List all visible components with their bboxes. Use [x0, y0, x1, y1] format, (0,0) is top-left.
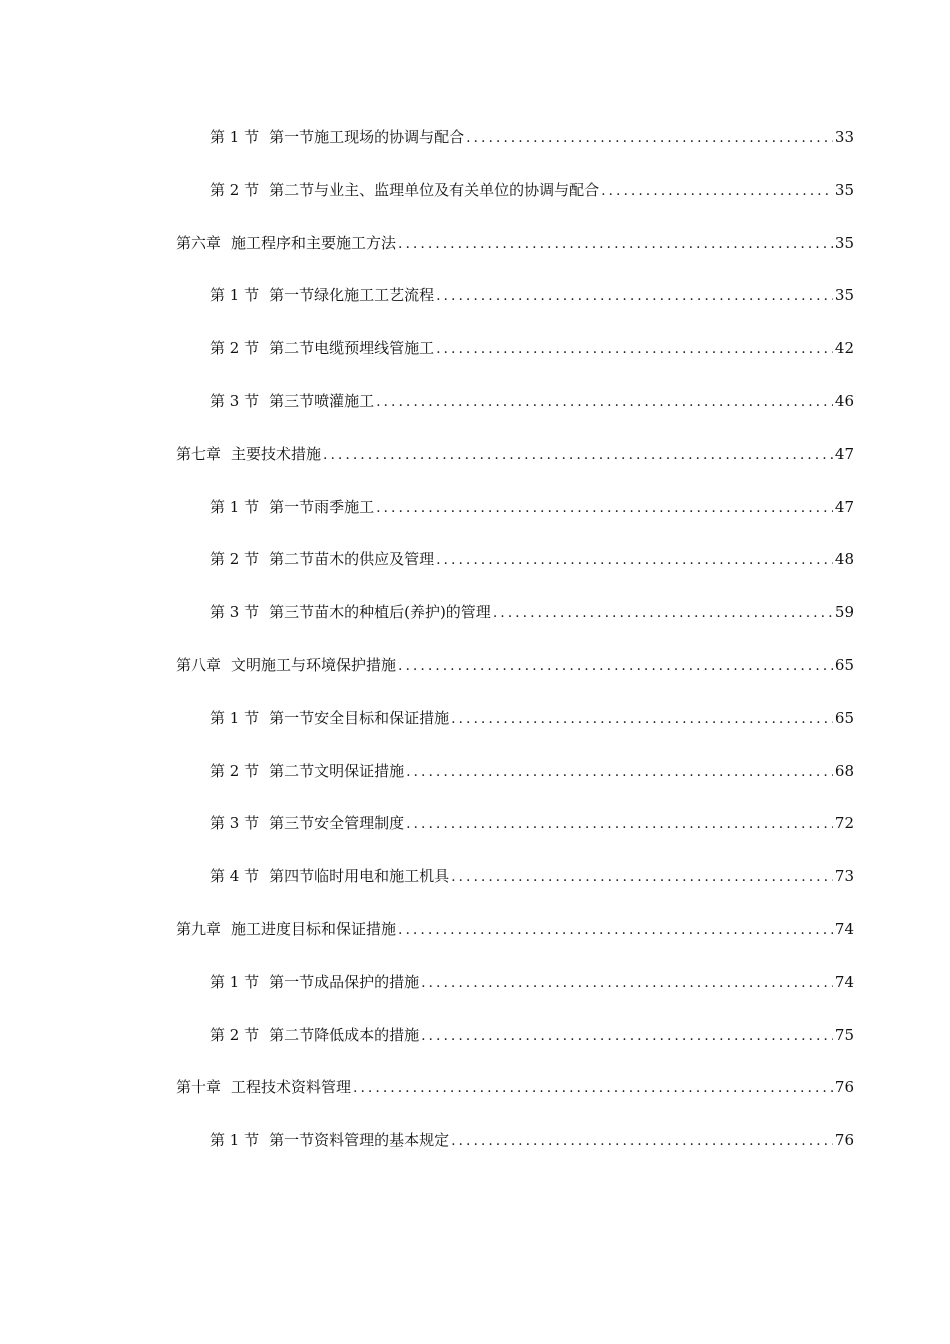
toc-entry-label [210, 865, 449, 887]
toc-entry-title: 第一节雨季施工 [269, 497, 375, 516]
toc-entry-label [210, 707, 449, 729]
toc-dot-leader [601, 180, 833, 202]
toc-page-number: 35 [834, 180, 854, 199]
toc-chapter-entry[interactable] [176, 1076, 854, 1098]
toc-section-entry[interactable] [210, 760, 854, 782]
toc-section-entry[interactable] [210, 812, 854, 834]
toc-entry-title: 第二节苗木的供应及管理 [269, 550, 435, 569]
toc-page-number: 35 [834, 233, 854, 252]
toc-entry-label [210, 760, 404, 782]
toc-entry-title: 第一节施工现场的协调与配合 [269, 128, 465, 146]
toc-entry-number: 第九章 [176, 920, 222, 938]
toc-dot-leader [421, 1025, 833, 1047]
toc-entry-label [210, 179, 599, 201]
toc-dot-leader [436, 338, 833, 360]
toc-dot-leader [436, 285, 833, 307]
toc-page-number: 35 [834, 286, 854, 305]
toc-section-entry[interactable] [210, 971, 854, 993]
toc-section-entry[interactable] [210, 601, 854, 623]
toc-dot-leader [376, 391, 833, 413]
toc-entry-title: 工程技术资料管理 [231, 1078, 352, 1097]
toc-entry-number: 第 1 节 [210, 286, 260, 305]
toc-page-number: 47 [834, 444, 854, 463]
toc-entry-title: 第一节资料管理的基本规定 [269, 1131, 450, 1150]
toc-entry-title: 第二节与业主、监理单位及有关单位的协调与配合 [269, 180, 600, 199]
toc-entry-label [210, 548, 434, 570]
toc-dot-leader [353, 1077, 833, 1099]
toc-entry-title: 文明施工与环境保护措施 [231, 656, 397, 674]
toc-entry-title: 第三节喷灌施工 [269, 392, 375, 410]
toc-entry-title: 第三节安全管理制度 [269, 814, 405, 833]
toc-entry-label [210, 1024, 419, 1046]
toc-dot-leader [398, 919, 833, 941]
toc-dot-leader [451, 708, 833, 730]
toc-chapter-entry[interactable] [176, 654, 854, 676]
toc-section-entry[interactable] [210, 548, 854, 570]
toc-page-number: 74 [834, 920, 854, 938]
toc-page-number: 72 [834, 814, 854, 833]
toc-page-number: 68 [834, 761, 854, 780]
toc-entry-label [210, 390, 374, 412]
toc-entry-label [176, 232, 396, 254]
toc-entry-number: 第 3 节 [210, 603, 260, 622]
toc-entry-title: 第一节安全目标和保证措施 [269, 708, 450, 727]
toc-chapter-entry[interactable] [176, 443, 854, 465]
toc-entry-title: 施工程序和主要施工方法 [231, 233, 397, 252]
toc-chapter-entry[interactable] [176, 232, 854, 254]
toc-page-number: 75 [834, 1025, 854, 1044]
toc-dot-leader [451, 866, 833, 888]
toc-dot-leader [493, 602, 833, 624]
toc-entry-label [176, 918, 396, 940]
toc-entry-number: 第 2 节 [210, 1025, 260, 1044]
toc-entry-label [176, 654, 396, 676]
toc-entry-label [210, 971, 419, 993]
toc-dot-leader [398, 655, 833, 677]
toc-page-number: 76 [834, 1131, 854, 1150]
toc-dot-leader [406, 761, 833, 783]
toc-section-entry[interactable] [210, 390, 854, 412]
toc-entry-number: 第 1 节 [210, 128, 260, 146]
toc-chapter-entry[interactable] [176, 918, 854, 940]
toc-entry-number: 第 3 节 [210, 392, 260, 410]
toc-section-entry[interactable] [210, 496, 854, 518]
toc-entry-label [176, 1076, 351, 1098]
toc-entry-title: 第一节绿化施工工艺流程 [269, 286, 435, 305]
toc-entry-number: 第 2 节 [210, 761, 260, 780]
toc-dot-leader [421, 972, 833, 994]
toc-entry-number: 第六章 [176, 233, 222, 252]
toc-page-number: 46 [834, 392, 854, 410]
toc-entry-label [210, 812, 404, 834]
toc-section-entry[interactable] [210, 707, 854, 729]
toc-page-number: 65 [834, 656, 854, 674]
toc-entry-number: 第十章 [176, 1078, 222, 1097]
toc-page-number: 74 [834, 972, 854, 991]
toc-entry-label [210, 284, 434, 306]
toc-entry-label [210, 601, 491, 623]
toc-page-number: 76 [834, 1078, 854, 1097]
toc-entry-title: 施工进度目标和保证措施 [231, 920, 397, 938]
toc-entry-title: 第二节电缆预埋线管施工 [269, 339, 435, 358]
toc-section-entry[interactable] [210, 337, 854, 359]
toc-page-number: 73 [834, 867, 854, 886]
toc-section-entry[interactable] [210, 179, 854, 201]
toc-entry-label [210, 1129, 449, 1151]
toc-entry-title: 第四节临时用电和施工机具 [269, 867, 450, 886]
toc-entry-title: 第二节降低成本的措施 [269, 1025, 420, 1044]
toc-entry-number: 第八章 [176, 656, 222, 674]
toc-section-entry[interactable] [210, 1129, 854, 1151]
toc-page-number: 33 [834, 128, 854, 146]
toc-entry-title: 第三节苗木的种植后(养护)的管理 [269, 603, 491, 622]
toc-entry-number: 第 1 节 [210, 497, 260, 516]
toc-page-number: 42 [834, 339, 854, 358]
toc-entry-number: 第 1 节 [210, 1131, 260, 1150]
toc-section-entry[interactable] [210, 865, 854, 887]
toc-page-number: 48 [834, 550, 854, 569]
toc-entry-label [176, 443, 321, 465]
toc-entry-number: 第 1 节 [210, 972, 260, 991]
toc-entry-title: 第二节文明保证措施 [269, 761, 405, 780]
toc-entry-number: 第 3 节 [210, 814, 260, 833]
toc-dot-leader [323, 444, 833, 466]
toc-entry-label [210, 126, 464, 148]
toc-page-number: 47 [834, 497, 854, 516]
toc-dot-leader [436, 549, 833, 571]
toc-section-entry[interactable] [210, 284, 854, 306]
toc-dot-leader [406, 813, 833, 835]
toc-entry-title: 主要技术措施 [231, 444, 322, 463]
toc-entry-number: 第 4 节 [210, 867, 260, 886]
toc-entry-label [210, 496, 374, 518]
toc-entry-number: 第 2 节 [210, 550, 260, 569]
toc-dot-leader [376, 497, 833, 519]
toc-entry-number: 第七章 [176, 444, 222, 463]
toc-entry-number: 第 1 节 [210, 708, 260, 727]
toc-entry-number: 第 2 节 [210, 180, 260, 199]
toc-page-number: 59 [834, 603, 854, 622]
toc-entry-number: 第 2 节 [210, 339, 260, 358]
toc-entry-title: 第一节成品保护的措施 [269, 972, 420, 991]
toc-entry-label [210, 337, 434, 359]
toc-dot-leader [451, 1130, 833, 1152]
toc-section-entry[interactable] [210, 1024, 854, 1046]
toc-page-number: 65 [834, 708, 854, 727]
toc-section-entry[interactable] [210, 126, 854, 148]
toc-dot-leader [398, 233, 833, 255]
toc-dot-leader [466, 127, 833, 149]
